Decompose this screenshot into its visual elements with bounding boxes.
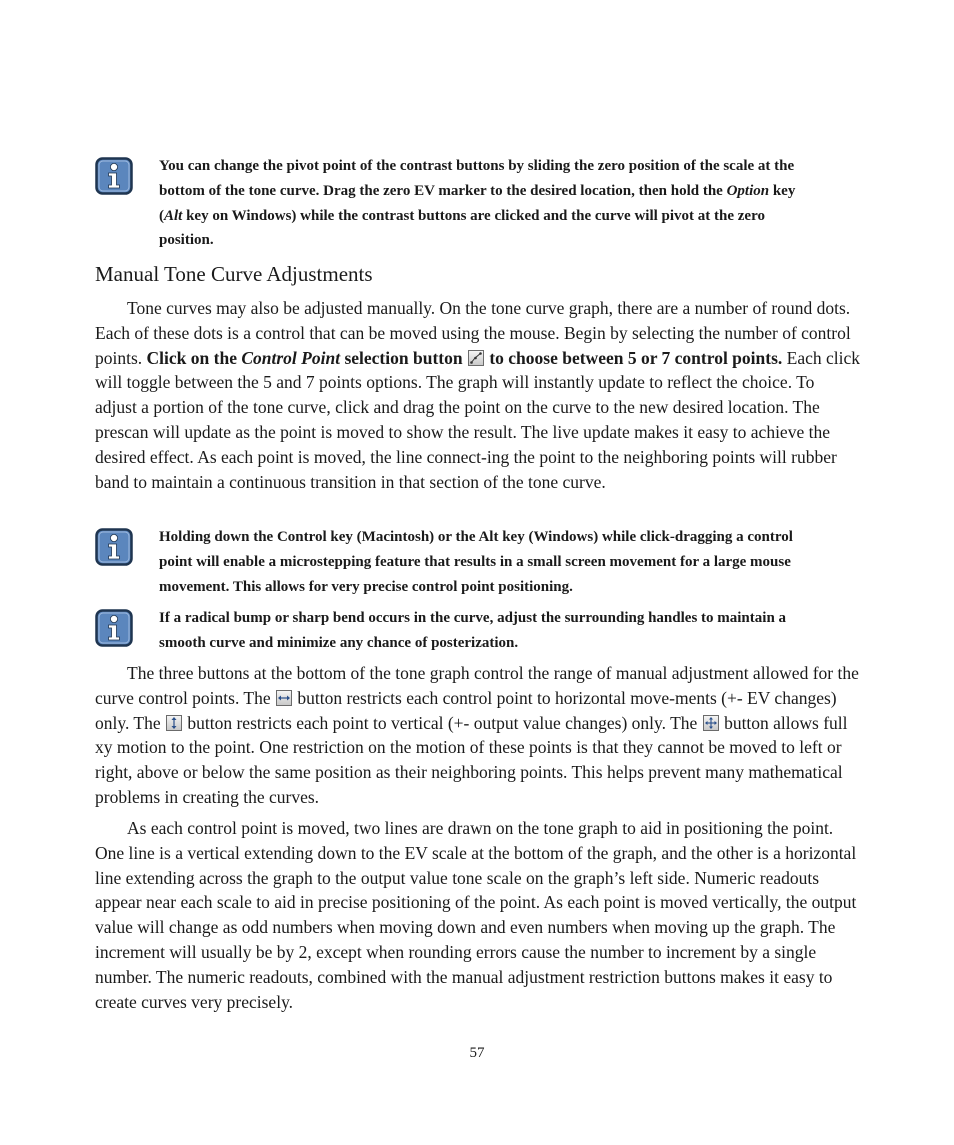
paragraph-restriction-buttons: The three buttons at the bottom of the tone graph control the range of manual adjustment allowed for the curve control points. The button restricts each control point to horizontal move-ments (+- EV changes) only. The button restricts each point to vertical (+- output value changes) only. The button allows full xy motion to the point. One restriction on the motion of these points is that they cannot be moved to left or right, above or below the same position as their neighboring points. This helps prevent many mathematical problems in creating the curves.: [95, 663, 859, 807]
section-heading: Manual Tone Curve Adjustments: [95, 262, 373, 286]
info-icon: [95, 609, 133, 647]
control-point-selection-icon: [468, 350, 484, 366]
four-way-arrows-icon: [703, 715, 719, 731]
vertical-arrows-icon: [166, 715, 182, 731]
note-text: Holding down the Control key (Macintosh) or the Alt key (Windows) while click-dragging a control point will enable a microstepping feature that results in a small screen movement for a large mouse movement. This allows for very precise control point positioning.: [159, 529, 793, 595]
option-key: Option: [726, 182, 770, 199]
info-icon: [95, 157, 133, 195]
paragraph-positioning-lines: As each control point is moved, two lines are drawn on the tone graph to aid in positioning the point. One line is a vertical extending down to the EV scale at the bottom of the graph, and the other is a horizontal line extending across the graph to the output value tone scale on the graph’s left side. Numeric readouts appear near each scale to aid in precise positioning of the point. As each point is moved vertically, the output value will change as odd numbers when moving down and even numbers when moving up the graph. The increment will usually be by 2, except when rounding errors cause the number to increment by a single number. The numeric readouts, combined with the manual adjustment restriction buttons makes it easy to create curves very precisely.: [95, 818, 857, 1012]
info-icon: [95, 528, 133, 566]
page-number: 57: [469, 1045, 485, 1061]
note-text: If a radical bump or sharp bend occurs in the curve, adjust the surrounding handles to maintain a smooth curve and minimize any chance of posterization.: [159, 610, 787, 651]
horizontal-arrows-icon: [276, 690, 292, 706]
paragraph-control-points: Tone curves may also be adjusted manually. On the tone curve graph, there are a number of round dots. Each of these dots is a control that can be moved using the mouse. Begin by selecting the number of control points. Click on the Control Point selection button to choose between 5 or 7 control points. Each click will toggle between the 5 and 7 points options. The graph will instantly update to reflect the choice. To adjust a portion of the tone curve, click and drag the point on the curve to the new desired location. The prescan will update as the point is moved to show the result. The live update makes it easy to achieve the desired effect. As each point is moved, the line connect-ing the point to the neighboring points will rubber band to maintain a continuous transition in that section of the tone curve.: [95, 298, 861, 492]
note-text: You can change the pivot point of the contrast buttons by sliding the zero position of the scale at the bottom of the tone curve. Drag the zero EV marker to the desired location, then hold the Option key (Alt key on Windows) while the contrast buttons are clicked and the curve will pivot at the zero position.: [159, 158, 796, 249]
alt-key: Alt: [164, 207, 183, 224]
